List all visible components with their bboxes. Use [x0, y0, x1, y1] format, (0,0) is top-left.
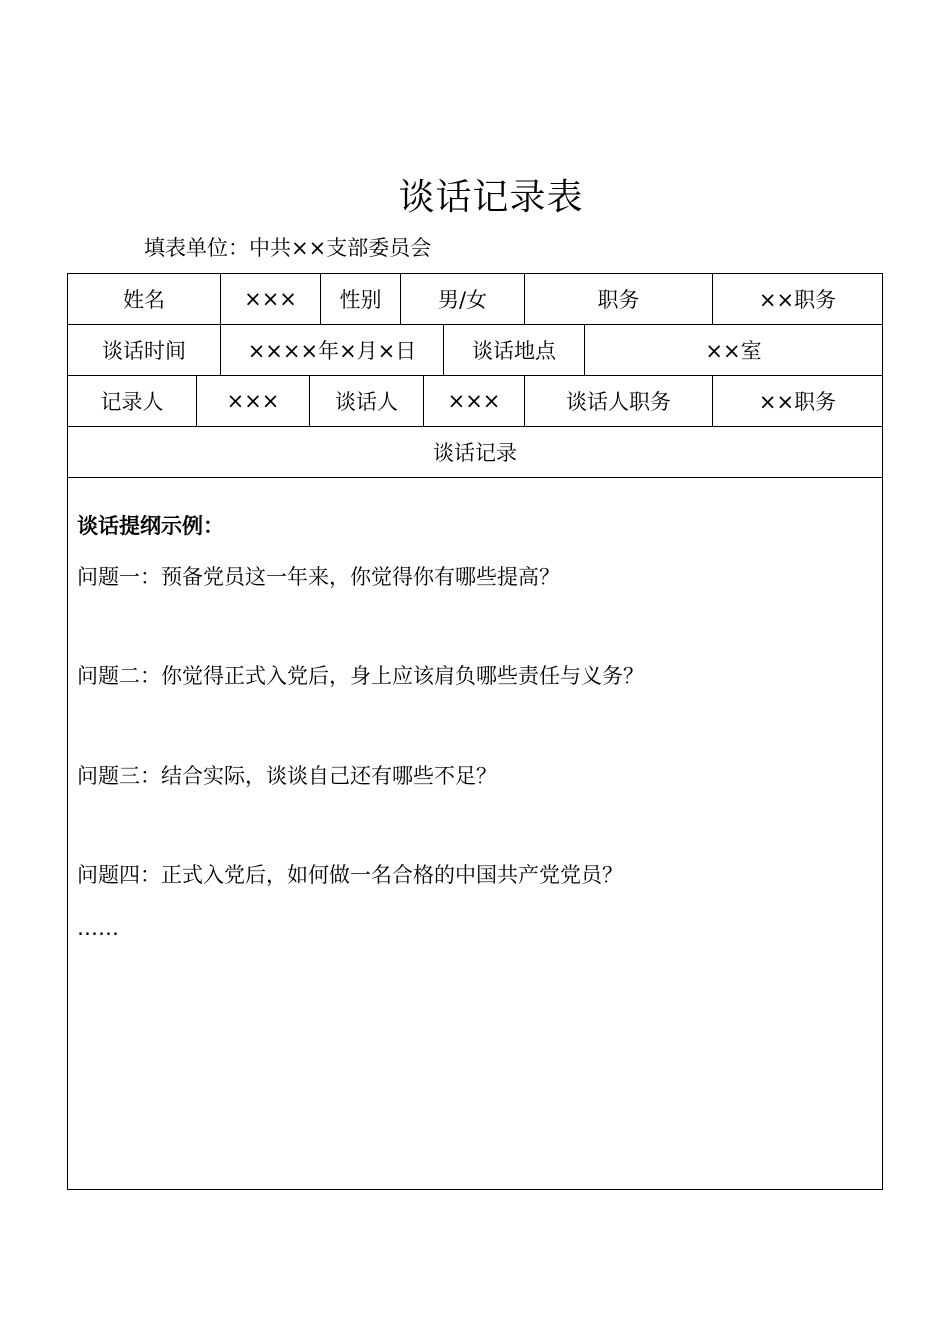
talker-label: 谈话人 — [310, 376, 424, 426]
outline-heading: 谈话提纲示例： — [77, 514, 224, 538]
recorder-label: 记录人 — [68, 376, 197, 426]
question-item: 问题二：你觉得正式入党后，身上应该肩负哪些责任与义务？ — [77, 664, 644, 688]
time-value: ××××年×月×日 — [221, 325, 444, 375]
talker-position-label: 谈话人职务 — [525, 376, 713, 426]
fill-unit: 填表单位：中共××支部委员会 — [144, 236, 432, 260]
table-row — [68, 325, 882, 376]
page-title: 谈话记录表 — [398, 177, 584, 218]
name-label: 姓名 — [68, 274, 221, 324]
gender-value: 男/女 — [401, 274, 525, 324]
talker-position-value: ××职务 — [758, 390, 837, 414]
talker-value: ××× — [424, 376, 525, 426]
position-label: 职务 — [525, 274, 713, 324]
place-value: ××室 — [705, 339, 762, 363]
question-item: 问题一：预备党员这一年来，你觉得你有哪些提高？ — [77, 565, 560, 589]
record-section-header: 谈话记录 — [433, 441, 517, 465]
name-value: ××× — [221, 274, 321, 324]
time-label: 谈话时间 — [68, 325, 221, 375]
table-row — [68, 376, 882, 427]
gender-label: 性别 — [321, 274, 401, 324]
table-row — [68, 274, 882, 325]
question-item: 问题三：结合实际，谈谈自己还有哪些不足？ — [77, 764, 497, 788]
position-value: ××职务 — [758, 288, 837, 312]
question-item: 问题四：正式入党后，如何做一名合格的中国共产党党员？ — [77, 863, 623, 887]
table-row — [68, 427, 882, 478]
recorder-value: ××× — [197, 376, 310, 426]
interview-record-form — [67, 273, 883, 1190]
ellipsis-text: …… — [77, 916, 119, 940]
place-label: 谈话地点 — [444, 325, 585, 375]
